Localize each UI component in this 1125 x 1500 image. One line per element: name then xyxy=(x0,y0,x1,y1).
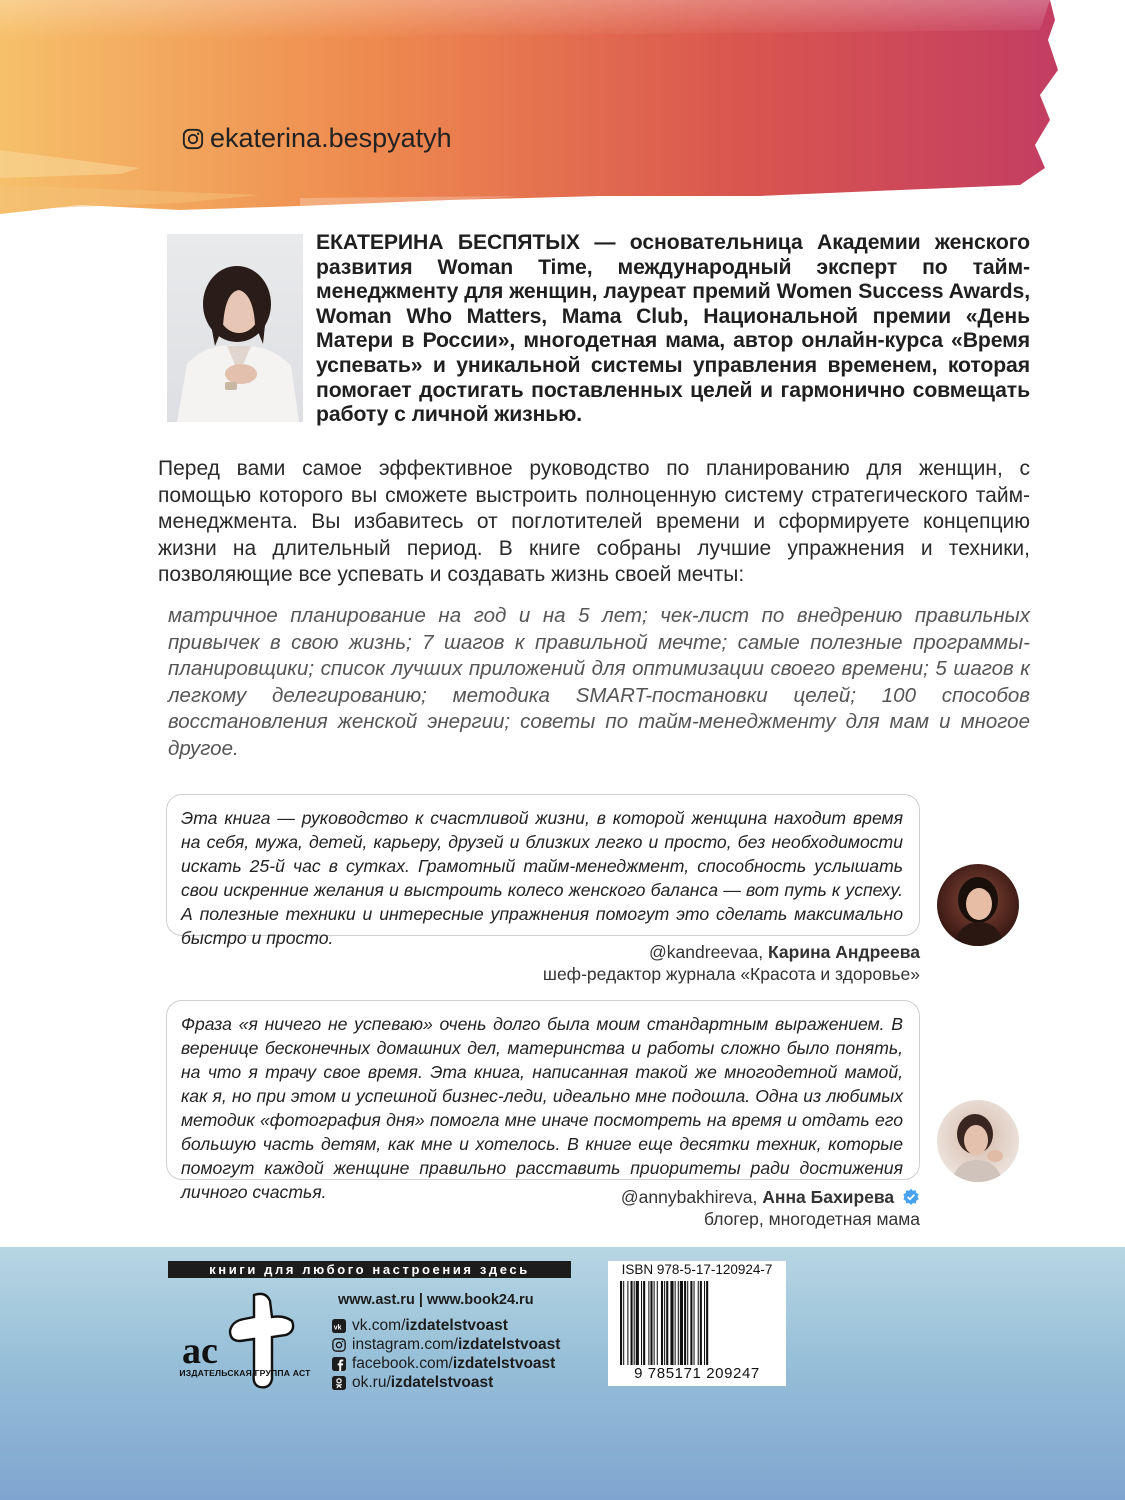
isbn-barcode-block xyxy=(608,1261,786,1386)
reviewer-name: Карина Андреева xyxy=(768,942,920,962)
social-link-ok[interactable]: ok.ru/izdatelstvoast xyxy=(332,1374,493,1392)
social-link-instagram[interactable]: instagram.com/izdatelstvoast xyxy=(332,1336,560,1354)
author-bio: ЕКАТЕРИНА БЕСПЯТЫХ — основательница Академии женского развития Woman Time, международный эксперт по тайм-менеджменту для женщин, лауреат премий Women Success Awards, Woman Who Matters, Mama Club, Национальной премии «День Матери в России», многодетная мама, автор онлайн-курса «Время успевать» и уникальной системы управления временем, которая помогает достигать поставленных целей и гармонично совмещать работу с личной жизнью. xyxy=(316,231,1030,427)
review-card xyxy=(166,794,920,948)
review-text: Фраза «я ничего не успеваю» очень долго была моим стандартным выражением. В веренице бесконечных домашних дел, материнства и работы сложно было понять, на что я трачу свое время. Эта книга, написанная такой же многодетной мамой, как я, но при этом и успешной бизнес-леди, идеально мне подошла. Одна из любимых методик «фотография дня» помогла мне иначе посмотреть на время и отдать его большую часть детям, как мне и хотелось. В книге еще десятки техник, которые помогут каждой женщине правильно расставить приоритеты ради достижения личного счастья. xyxy=(181,1014,903,1202)
reviewer-role: шеф-редактор журнала «Красота и здоровье» xyxy=(542,964,920,984)
reviewer-role: блогер, многодетная мама xyxy=(704,1209,920,1229)
reviewer-name: Анна Бахирева xyxy=(762,1187,895,1207)
ast-logo xyxy=(174,1287,314,1397)
vk-icon xyxy=(332,1319,346,1333)
verified-icon xyxy=(902,1188,920,1206)
publisher-tagline: книги для любого настроения здесь xyxy=(168,1261,571,1278)
instagram-icon xyxy=(182,128,204,150)
book-intro: Перед вами самое эффективное руководство по планированию для женщин, с помощью которого вы сможете выстроить полноценную систему стратегического тайм-менеджмента. Вы избавитесь от поглотителей времени и сформируете концепцию жизни на длительный период. В книге собраны лучшие упражнения и техники, позволяющие все успевать и создавать жизнь своей мечты: xyxy=(158,457,1030,587)
svg-text:vk: vk xyxy=(333,1324,342,1332)
barcode-digits: 9 785171 209247 xyxy=(634,1365,760,1382)
author-photo xyxy=(167,234,303,422)
reviewer-handle: @annybakhireva, xyxy=(620,1187,758,1207)
brush-stroke-banner xyxy=(0,0,1125,215)
instagram-handle-text: ekaterina.bespyatyh xyxy=(210,123,452,153)
review-text: Эта книга — руководство к счастливой жизни, в которой женщина находит время на себя, мужа, детей, карьеру, друзей и близких легко и просто, без необходимости искать 25-й час в сутках. Грамотный тайм-менеджмент, способность услышать свои искренние желания и выстроить колесо женского баланса — вот путь к успеху. А полезные техники и интересные упражнения помогут это сделать максимально быстро и просто. xyxy=(181,808,903,948)
reviewer-signature xyxy=(621,1186,920,1230)
reviewer-avatar xyxy=(937,864,1019,946)
isbn-number: ISBN 978-5-17-120924-7 xyxy=(621,1262,773,1277)
logo-caption: ИЗДАТЕЛЬСКАЯ ГРУППА АСТ xyxy=(179,1368,311,1378)
reviewer-handle: @kandreevaa, xyxy=(649,942,764,962)
publisher-footer xyxy=(0,1247,1125,1500)
publisher-websites[interactable]: www.ast.ru | www.book24.ru xyxy=(338,1292,534,1308)
instagram-icon xyxy=(332,1338,346,1352)
ok-icon xyxy=(332,1376,346,1390)
book-features: матричное планирование на год и на 5 лет; чек-лист по внедрению правильных привычек в свою жизнь; 7 шагов к правильной мечте; самые полезные программы-планировщики; список лучших приложений для оптимизации своего времени; 5 шагов к легкому делегированию; методика SMART-постановки целей; 100 способов восстановления женской энергии; советы по тайм-менеджменту для мам и многое другое. xyxy=(168,604,1030,760)
svg-text:ac: ac xyxy=(182,1330,218,1372)
reviewer-signature xyxy=(543,941,920,985)
instagram-handle[interactable] xyxy=(182,123,452,154)
social-link-facebook[interactable]: facebook.com/izdatelstvoast xyxy=(332,1355,555,1373)
reviewer-avatar xyxy=(937,1100,1019,1182)
barcode xyxy=(620,1281,778,1365)
social-link-vk[interactable]: vk vk.com/izdatelstvoast xyxy=(333,1317,508,1334)
facebook-icon xyxy=(332,1357,346,1371)
